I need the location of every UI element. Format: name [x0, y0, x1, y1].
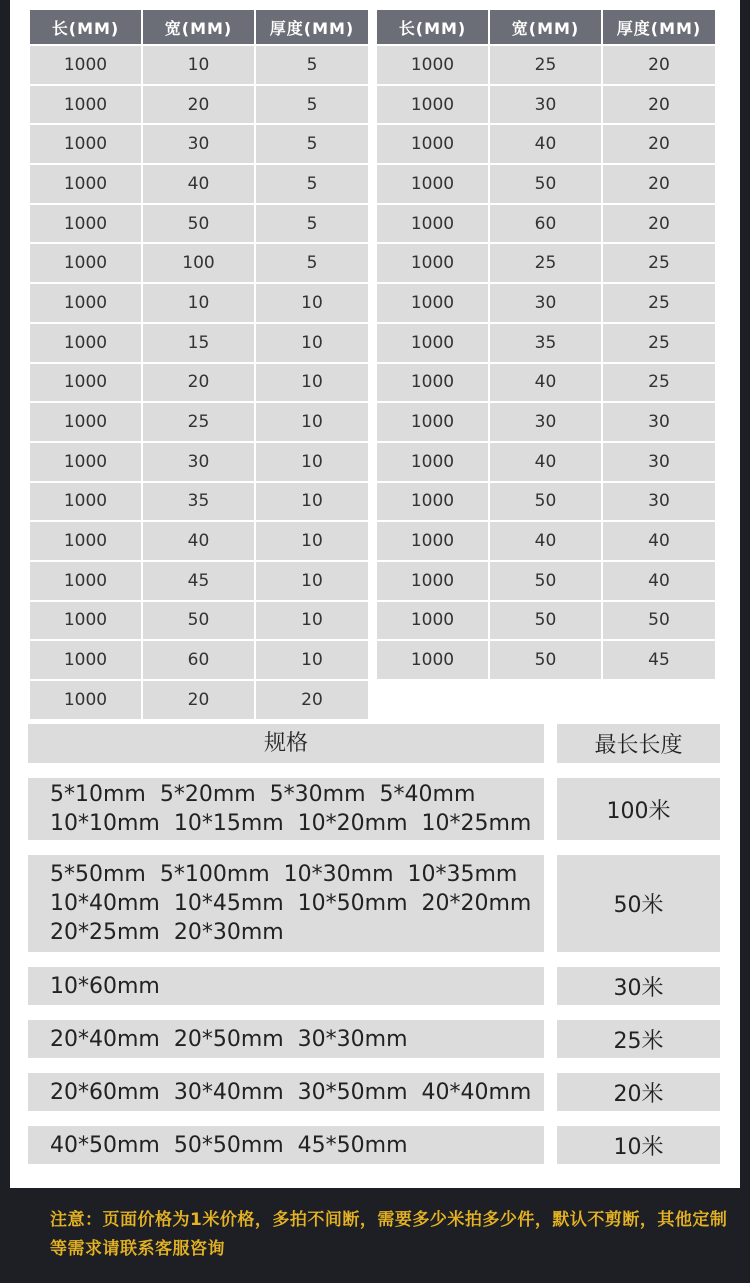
- table-cell: 1000: [30, 125, 141, 163]
- table-row: [28, 967, 720, 1005]
- spec-list-cell: [28, 778, 544, 840]
- table-row: [377, 403, 715, 441]
- max-length-table: [28, 724, 720, 1164]
- table-cell: 20: [603, 205, 715, 243]
- notice-text: 注意：页面价格为1米价格，多拍不间断，需要多少米拍多少件，默认不剪断，其他定制等需求请联系客服咨询: [50, 1210, 728, 1259]
- table-cell: 1000: [377, 46, 488, 84]
- table-row: [377, 483, 715, 521]
- table-cell: 25: [143, 403, 254, 441]
- table-cell: 10: [143, 46, 254, 84]
- table-row: [30, 86, 368, 124]
- table-cell: 1000: [377, 602, 488, 640]
- table-cell: 50: [490, 165, 601, 203]
- table-row: [28, 1020, 720, 1058]
- table-cell: 5: [256, 46, 368, 84]
- table-cell: 25: [603, 244, 715, 282]
- table-cell: 30: [603, 483, 715, 521]
- table-cell: 1000: [30, 284, 141, 322]
- table-cell: 1000: [30, 324, 141, 362]
- table-cell: 5: [256, 205, 368, 243]
- table-cell: 10: [256, 562, 368, 600]
- max-length-cell: 25米: [557, 1020, 720, 1058]
- table-row: [30, 562, 368, 600]
- table-cell: 50: [490, 562, 601, 600]
- table-row: [30, 443, 368, 481]
- table-cell: 50: [490, 641, 601, 679]
- table-cell: 1000: [30, 641, 141, 679]
- max-length-cell: 10米: [557, 1126, 720, 1164]
- table-row: [377, 46, 715, 84]
- table-cell: 20: [603, 46, 715, 84]
- table-cell: 1000: [30, 165, 141, 203]
- table-cell: 1000: [30, 86, 141, 124]
- spec-list-cell: [28, 1020, 544, 1058]
- table-cell: 1000: [377, 284, 488, 322]
- spec-line: 10*60mm: [50, 973, 160, 999]
- table-row: [377, 522, 715, 560]
- table-cell: 25: [603, 364, 715, 402]
- table-row: [377, 562, 715, 600]
- table-cell: 40: [143, 165, 254, 203]
- table-cell: 1000: [30, 522, 141, 560]
- spec-list-cell: [28, 1073, 544, 1111]
- spec-line: 10*40mm 10*45mm 10*50mm 20*20mm: [50, 891, 532, 916]
- table-cell: 40: [490, 125, 601, 163]
- table-cell: 10: [143, 284, 254, 322]
- table-cell: 20: [143, 364, 254, 402]
- column-header: 最长长度: [557, 724, 720, 763]
- table-cell: 35: [490, 324, 601, 362]
- table-cell: 20: [143, 681, 254, 719]
- table-row: [30, 284, 368, 322]
- spec-line: 20*40mm 20*50mm 30*30mm: [50, 1026, 408, 1052]
- table-cell: 10: [256, 284, 368, 322]
- table-row: [30, 205, 368, 243]
- table-cell: 30: [490, 403, 601, 441]
- table-cell: 50: [490, 602, 601, 640]
- table-cell: 5: [256, 165, 368, 203]
- table-cell: 1000: [30, 403, 141, 441]
- table-cell: 15: [143, 324, 254, 362]
- table-cell: 30: [143, 125, 254, 163]
- spec-table-right: [375, 8, 717, 681]
- table-cell: 45: [143, 562, 254, 600]
- table-row: [30, 125, 368, 163]
- table-cell: 1000: [377, 125, 488, 163]
- table-cell: 10: [256, 403, 368, 441]
- table-cell: 30: [490, 86, 601, 124]
- max-length-cell: 20米: [557, 1073, 720, 1111]
- table-cell: 40: [490, 443, 601, 481]
- table-cell: 25: [490, 46, 601, 84]
- max-length-cell: 30米: [557, 967, 720, 1005]
- column-header: 厚度(MM): [256, 10, 368, 44]
- table-row: [30, 165, 368, 203]
- spec-line: 40*50mm 50*50mm 45*50mm: [50, 1132, 408, 1158]
- table-cell: 20: [256, 681, 368, 719]
- table-row: [28, 855, 720, 952]
- table-row: [30, 681, 368, 719]
- table-cell: 50: [143, 205, 254, 243]
- table-row: [28, 778, 720, 840]
- table-cell: 30: [603, 403, 715, 441]
- table-row: [377, 284, 715, 322]
- table-cell: 1000: [377, 205, 488, 243]
- table-cell: 50: [143, 602, 254, 640]
- table-cell: 1000: [377, 165, 488, 203]
- spec-line: 20*60mm 30*40mm 30*50mm 40*40mm: [50, 1079, 532, 1105]
- table-cell: 60: [143, 641, 254, 679]
- table-cell: 20: [603, 165, 715, 203]
- spec-table-left: [28, 8, 370, 721]
- table-cell: 1000: [377, 522, 488, 560]
- header-row: [28, 724, 720, 763]
- table-cell: 1000: [377, 86, 488, 124]
- content-panel: [10, 0, 740, 1188]
- table-cell: 1000: [30, 681, 141, 719]
- table-row: [30, 403, 368, 441]
- table-cell: 20: [143, 86, 254, 124]
- column-header: 宽(MM): [490, 10, 601, 44]
- table-row: [377, 602, 715, 640]
- table-row: [30, 244, 368, 282]
- column-header: 长(MM): [30, 10, 141, 44]
- table-cell: 1000: [30, 46, 141, 84]
- column-header: 厚度(MM): [603, 10, 715, 44]
- column-header: 宽(MM): [143, 10, 254, 44]
- table-cell: 100: [143, 244, 254, 282]
- table-cell: 1000: [377, 641, 488, 679]
- table-cell: 10: [256, 443, 368, 481]
- table-row: [377, 324, 715, 362]
- table-cell: 40: [603, 562, 715, 600]
- table-cell: 1000: [377, 443, 488, 481]
- table-cell: 10: [256, 483, 368, 521]
- table-cell: 60: [490, 205, 601, 243]
- spec-line: 5*10mm 5*20mm 5*30mm 5*40mm: [50, 782, 476, 807]
- table-cell: 10: [256, 324, 368, 362]
- table-row: [377, 165, 715, 203]
- table-cell: 10: [256, 522, 368, 560]
- table-cell: 20: [603, 125, 715, 163]
- spec-list-cell: [28, 855, 544, 952]
- table-row: [30, 483, 368, 521]
- header-row: [377, 10, 715, 44]
- column-header: 长(MM): [377, 10, 488, 44]
- spec-line: 5*50mm 5*100mm 10*30mm 10*35mm: [50, 862, 518, 887]
- table-row: [28, 1073, 720, 1111]
- spec-list-cell: [28, 967, 544, 1005]
- column-header: 规格: [28, 724, 544, 763]
- table-cell: 1000: [30, 244, 141, 282]
- table-cell: 35: [143, 483, 254, 521]
- table-cell: 40: [603, 522, 715, 560]
- spec-list-cell: [28, 1126, 544, 1164]
- table-cell: 30: [490, 284, 601, 322]
- table-cell: 45: [603, 641, 715, 679]
- table-row: [377, 244, 715, 282]
- table-cell: 40: [143, 522, 254, 560]
- table-row: [30, 46, 368, 84]
- table-cell: 10: [256, 364, 368, 402]
- table-cell: 1000: [377, 483, 488, 521]
- table-cell: 30: [603, 443, 715, 481]
- table-row: [377, 443, 715, 481]
- table-cell: 1000: [30, 364, 141, 402]
- table-row: [30, 324, 368, 362]
- table-row: [30, 641, 368, 679]
- table-cell: 5: [256, 125, 368, 163]
- table-row: [377, 125, 715, 163]
- table-cell: 1000: [30, 443, 141, 481]
- table-cell: 40: [490, 522, 601, 560]
- max-length-cell: 100米: [557, 778, 720, 840]
- spec-line: 10*10mm 10*15mm 10*20mm 10*25mm: [50, 811, 532, 836]
- table-row: [30, 364, 368, 402]
- table-cell: 1000: [377, 244, 488, 282]
- table-cell: 25: [603, 324, 715, 362]
- table-cell: 5: [256, 244, 368, 282]
- table-cell: 25: [603, 284, 715, 322]
- max-length-cell: 50米: [557, 855, 720, 952]
- table-row: [30, 522, 368, 560]
- table-row: [28, 1126, 720, 1164]
- table-row: [377, 641, 715, 679]
- table-cell: 50: [490, 483, 601, 521]
- table-row: [377, 364, 715, 402]
- table-cell: 10: [256, 641, 368, 679]
- table-cell: 1000: [377, 562, 488, 600]
- table-row: [30, 602, 368, 640]
- table-row: [377, 86, 715, 124]
- table-cell: 30: [143, 443, 254, 481]
- table-cell: 1000: [377, 324, 488, 362]
- table-cell: 1000: [377, 403, 488, 441]
- table-row: [377, 205, 715, 243]
- table-cell: 1000: [30, 205, 141, 243]
- spec-line: 20*25mm 20*30mm: [50, 920, 284, 945]
- header-row: [30, 10, 368, 44]
- table-cell: 1000: [377, 364, 488, 402]
- table-cell: 25: [490, 244, 601, 282]
- table-cell: 50: [603, 602, 715, 640]
- table-cell: 1000: [30, 562, 141, 600]
- table-cell: 10: [256, 602, 368, 640]
- table-cell: 20: [603, 86, 715, 124]
- table-cell: 5: [256, 86, 368, 124]
- table-cell: 1000: [30, 602, 141, 640]
- table-cell: 40: [490, 364, 601, 402]
- table-cell: 1000: [30, 483, 141, 521]
